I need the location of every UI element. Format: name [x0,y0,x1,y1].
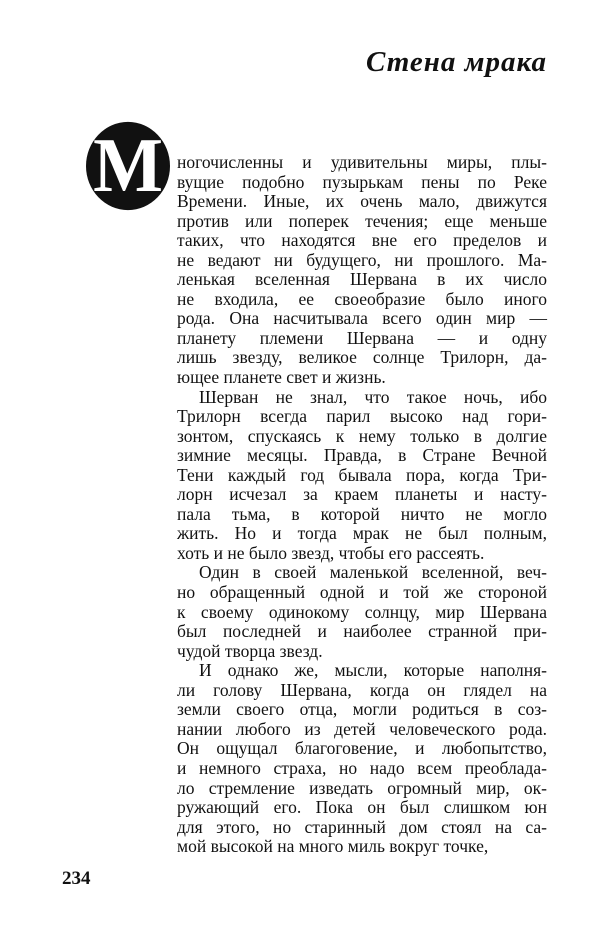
text-line: хоть и не было звезд, чтобы его рассеять. [177,542,485,563]
text-line: рода. Она насчитывала всего один мир — [177,308,547,329]
text-line: планету племени Шервана — и одну [177,327,547,348]
text-line: Времени. Иные, их очень мало, движутся [177,191,547,212]
text-line: ногочисленны и удивительны миры, плы- [177,152,547,172]
text-line: ли голову Шервана, когда он глядел на [177,679,547,700]
body-text [177,153,547,857]
page-number: 234 [62,868,91,889]
text-line: для этого, но старинный дом стоял на са- [177,816,547,837]
text-line: зимние месяцы. Правда, в Стране Вечной [177,445,547,466]
text-line: Шерван не знал, что такое ночь, ибо [199,386,547,407]
text-line: и немного страха, но надо всем преоблада- [177,757,547,778]
text-line: земли своего отца, могли родиться в соз- [177,699,547,720]
text-line: ющее планете свет и жизнь. [177,367,386,388]
text-line: ружающий его. Пока он был слишком юн [177,797,547,818]
text-line: против или поперек течения; еще меньше [177,210,547,231]
text-line: чудой творца звезд. [177,640,323,661]
text-line: Он ощущал благоговение, и любопытство, [177,738,547,759]
text-line: не ведают ни будущего, ни прошлого. Ма- [177,249,547,270]
text-line: нании любого из детей человеческого рода. [177,718,547,739]
text-line: зонтом, спускаясь к нему только в долгие [177,425,547,446]
text-line: вущие подобно пузырькам пены по Реке [177,171,547,192]
text-line: мой высокой на много миль вокруг точке, [177,836,489,857]
text-line: лорн исчезал за краем планеты и насту- [177,484,547,505]
text-line: лишь звезду, великое солнце Трилорн, да- [177,347,547,368]
text-line: таких, что находятся вне его пределов и [177,230,547,251]
text-line: к своему одинокому солнцу, мир Шервана [177,601,547,622]
text-line: не входила, ее своеобразие было иного [177,288,547,309]
text-line: И однако же, мысли, которые наполня- [199,660,547,681]
text-line: был последней и наиболее странной при- [177,621,547,642]
chapter-title: Стена мрака [366,46,547,78]
text-line: Тени каждый год бывала пора, когда Три- [177,464,547,485]
text-line: жить. Но и тогда мрак не был полным, [177,523,547,544]
text-line: ленькая вселенная Шервана в их число [177,269,547,290]
text-line: но обращенный одной и той же стороной [177,582,547,603]
text-line: ло стремление изведать огромный мир, ок- [177,777,547,798]
text-line: Трилорн всегда парил высоко над гори- [177,406,547,427]
text-line: Один в своей маленькой вселенной, веч- [199,562,547,583]
drop-cap: М [86,122,170,210]
text-line: пала тьма, в которой ничто не могло [177,503,547,524]
